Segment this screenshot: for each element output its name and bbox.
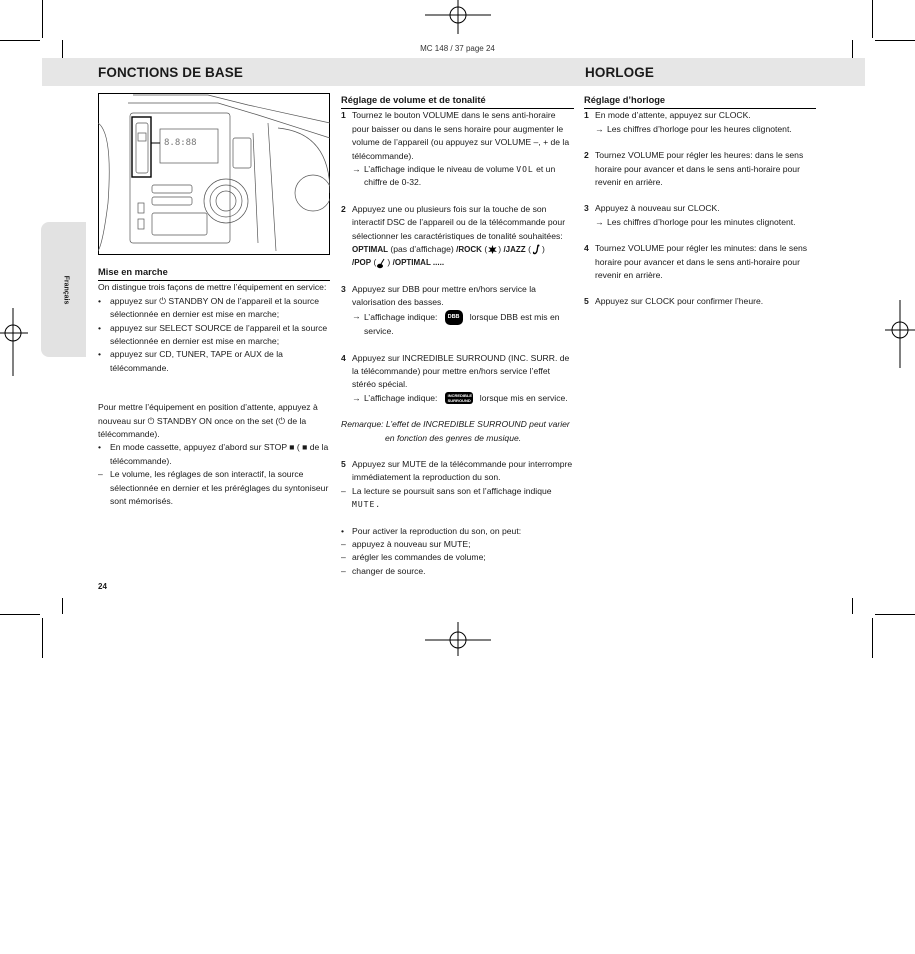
incredible-surround-badge: INCREDIBLE SURROUND: [445, 392, 473, 404]
mise-en-marche-heading: Mise en marche: [98, 266, 330, 281]
step-2: 2 Appuyez une ou plusieurs fois sur la touche de son interactif DSC de l’appareil ou de la télécommande pour sélectionner les caractéristiques de tonalité souhaitées: OPTIMAL (pas d’affichage) /ROCK ( ) /JAZZ ( ) /POP ( ) /OPTIMAL .....: [341, 203, 566, 268]
page-reference: MC 148 / 37 page 24: [420, 44, 495, 53]
remark-line-1: Remarque: L’effet de INCREDIBLE SURROUND peut varier: [341, 419, 570, 430]
clock-heading: Réglage d’horloge: [584, 94, 816, 109]
crop-mark: [42, 0, 43, 38]
remark-line-2: en fonction des genres de musique.: [385, 432, 522, 443]
product-illustration: [98, 93, 330, 255]
pop-icon: [376, 258, 387, 269]
dash-note: – Le volume, les réglages de son interactif, la source sélectionnée en dernier et les préréglages du syntoniseur sont mémorisés.: [98, 469, 329, 507]
intro-text: On distingue trois façons de mettre l’équipement en service:: [98, 282, 327, 293]
rock-icon: [487, 244, 498, 255]
crop-mark: [852, 598, 853, 614]
clock-step-1-result: → Les chiffres d’horloge pour les heures clignotent.: [595, 123, 792, 134]
clock-step-5: 5 Appuyez sur CLOCK pour confirmer l’heure.: [584, 296, 764, 307]
language-tab-label: Français: [62, 275, 70, 305]
volume-heading: Réglage de volume et de tonalité: [341, 94, 574, 109]
left-column: [98, 266, 330, 509]
page-number: 24: [98, 582, 107, 591]
step-1: 1 Tournez le bouton VOLUME dans le sens anti-horaire pour baisser ou dans le sens horaire pour augmenter le volume de l’appareil (ou appuyez sur VOLUME –, + de la télécommande).: [341, 110, 570, 161]
registration-mark-top: [425, 0, 491, 34]
step-4: 4 Appuyez sur INCREDIBLE SURROUND (INC. SURR. de la télécommande) pour mettre en/hors service l’effet stéréo spécial.: [341, 352, 570, 390]
restore-bullet: • Pour activer la reproduction du son, on peut:: [341, 525, 522, 536]
crop-mark: [875, 40, 915, 41]
crop-mark: [62, 598, 63, 614]
restore-option: – changer de source.: [341, 565, 426, 576]
registration-mark-left: [0, 308, 28, 376]
registration-mark-right: [885, 300, 915, 368]
mute-lcd: MUTE.: [352, 500, 382, 510]
clock-step-3: 3 Appuyez à nouveau sur CLOCK.: [584, 203, 720, 214]
crop-mark: [42, 618, 43, 658]
crop-mark: [872, 0, 873, 38]
step-5: 5 Appuyez sur MUTE de la télécommande pour interrompre immédiatement la reproduction du son.: [341, 458, 573, 483]
list-item: • appuyez sur ⏻ STANDBY ON de l’appareil et la source sélectionnée en dernier est mise en marche;: [98, 295, 320, 320]
step-1-result: → L’affichage indique le niveau de volume VOL et un chiffre de 0-32.: [352, 164, 556, 188]
clock-step-2: 2 Tournez VOLUME pour régler les heures: dans le sens horaire pour avancer et dans le sens anti-horaire pour revenir en arrière.: [584, 150, 804, 188]
middle-column: [341, 94, 574, 578]
step-3: 3 Appuyez sur DBB pour mettre en/hors service la valorisation des basses.: [341, 283, 536, 308]
step-4-result: → L’affichage indique: INCREDIBLE SURROUND lorsque mis en service.: [352, 392, 568, 404]
registration-mark-bottom: [425, 622, 491, 656]
crop-mark: [875, 614, 915, 615]
crop-mark: [0, 40, 40, 41]
section-title-left: FONCTIONS DE BASE: [98, 65, 243, 80]
section-title-right: HORLOGE: [585, 65, 654, 80]
dbb-badge: DBB: [445, 310, 463, 325]
jazz-icon: [531, 244, 542, 255]
restore-option: – appuyez à nouveau sur MUTE;: [341, 538, 471, 549]
right-column: [584, 94, 816, 309]
svg-text:8.8:88: 8.8:88: [164, 138, 197, 148]
list-item: • En mode cassette, appuyez d’abord sur STOP ■ ( ■ de la télécommande).: [98, 442, 329, 466]
step-3-result: → L’affichage indique: DBB lorsque DBB est mis en service.: [352, 310, 560, 337]
standby-paragraph: Pour mettre l’équipement en position d’attente, appuyez à nouveau sur ⏻ STANDBY ON once on the set (⏻ de la télécommande).: [98, 402, 318, 440]
clock-step-1: 1 En mode d’attente, appuyez sur CLOCK.: [584, 110, 751, 121]
crop-mark: [0, 614, 40, 615]
crop-mark: [872, 618, 873, 658]
volume-lcd: VOL: [516, 165, 534, 175]
step-5-note: – La lecture se poursuit sans son et l’affichage indique MUTE.: [341, 485, 552, 510]
restore-option: – arégler les commandes de volume;: [341, 552, 486, 563]
clock-step-3-result: → Les chiffres d’horloge pour les minutes clignotent.: [595, 216, 796, 227]
list-item: • appuyez sur CD, TUNER, TAPE or AUX de la télécommande.: [98, 349, 283, 373]
list-item: • appuyez sur SELECT SOURCE de l’appareil et la source sélectionnée en dernier est mise en marche;: [98, 322, 328, 347]
clock-step-4: 4 Tournez VOLUME pour régler les minutes: dans le sens horaire pour avancer et dans le sens anti-horaire pour revenir en arrière.: [584, 243, 808, 281]
